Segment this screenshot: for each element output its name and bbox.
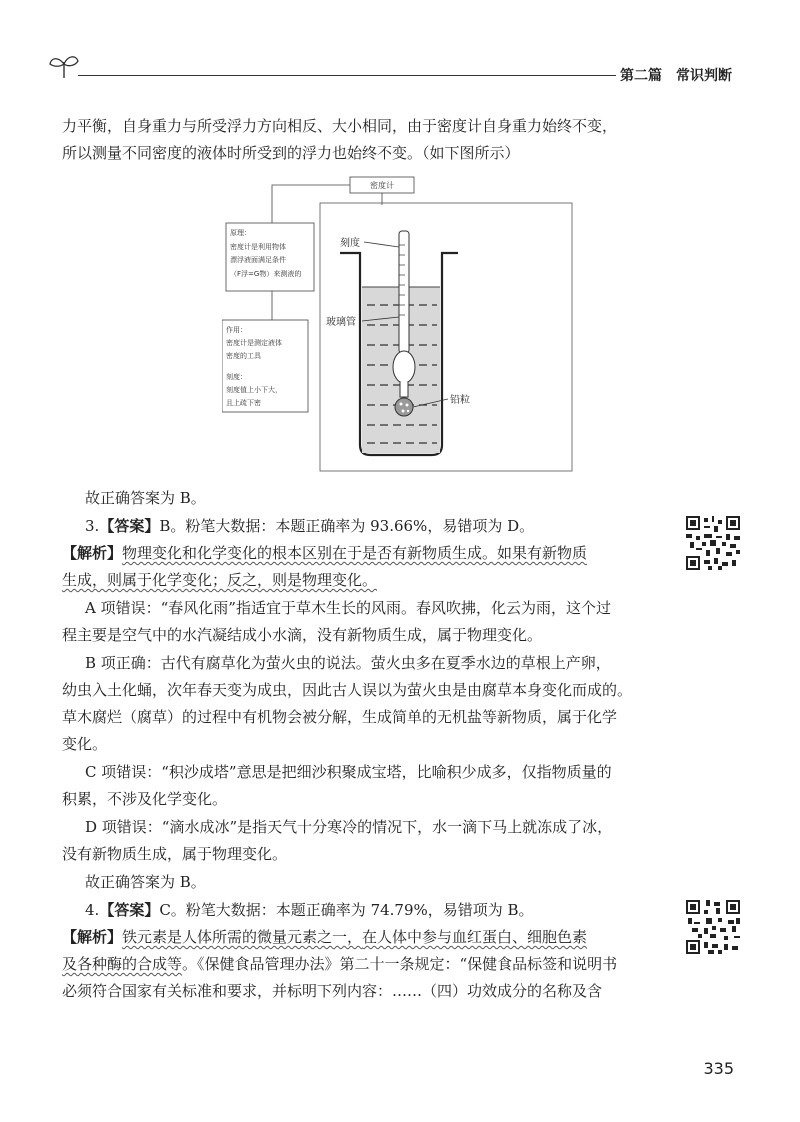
header-rule bbox=[78, 75, 616, 76]
diagram-title: 密度计 bbox=[370, 181, 394, 190]
q4-analysis-line: 必须符合国家有关标准和要求，并标明下列内容：……（四）功效成分的名称及含 bbox=[62, 982, 603, 1000]
q4-analysis-text: 铁元素是人体所需的微量元素之一， bbox=[122, 928, 363, 946]
q3-option-line: 积累，不涉及化学变化。 bbox=[62, 790, 228, 808]
q3-analysis-line: 生成，则属于化学变化；反之，则是物理变化。 bbox=[62, 571, 378, 589]
q3-option-line: 幼虫入土化蛹，次年春天变为成虫，因此古人误以为萤火虫是由腐草本身变化而成的。 bbox=[62, 681, 633, 699]
page-number: 335 bbox=[703, 1059, 734, 1078]
q3-option-line: 变化。 bbox=[62, 735, 108, 753]
q4-analysis-line bbox=[62, 927, 587, 947]
label-scale: 刻度 bbox=[340, 238, 360, 249]
q3-answer-text: B。粉笔大数据：本题正确率为 93.66%，易错项为 D。 bbox=[159, 517, 535, 535]
q4-analysis-text: 及各种酶的合成等 bbox=[62, 955, 183, 973]
q3-analysis-text: 物理变化和化学变化的根本区别在于是否有新物质生成。如果有新物质 bbox=[122, 544, 588, 562]
body-line: 力平衡，自身重力与所受浮力方向相反、大小相同，由于密度计自身重力始终不变， bbox=[62, 117, 618, 135]
q3-answer-line bbox=[85, 516, 534, 536]
qr-code-icon[interactable] bbox=[686, 516, 740, 570]
sprout-icon bbox=[48, 52, 80, 80]
body-line: 所以测量不同密度的液体时所受到的浮力也始终不变。（如下图所示） bbox=[62, 144, 520, 162]
q3-analysis-tag: 【解析】 bbox=[62, 544, 123, 562]
lead-shot-bulb bbox=[395, 398, 413, 416]
section-title: 第二篇 常识判断 bbox=[620, 68, 732, 84]
q4-analysis-text: 。《保健食品管理办法》第二十一条规定：“保健食品标签和说明书 bbox=[182, 955, 618, 973]
principle-line: 漂浮液面满足条件 bbox=[230, 256, 286, 264]
q3-option-line: B 项正确：古代有腐草化为萤火虫的说法。萤火虫多在夏季水边的草根上产卵， bbox=[85, 654, 611, 672]
principle-line: （F浮=G物）来测液的 bbox=[230, 270, 302, 278]
usage-line: 作用： bbox=[226, 326, 247, 334]
q3-option-line: C 项错误：“积沙成塔”意思是把细沙积聚成宝塔，比喻积少成多，仅指物质量的 bbox=[85, 763, 612, 781]
hydrometer-tube bbox=[399, 231, 409, 353]
usage-line: 刻度： bbox=[226, 373, 247, 381]
principle-line: 原理： bbox=[230, 229, 251, 237]
usage-line: 且上疏下密 bbox=[226, 399, 261, 407]
q3-answer-tag: 【答案】 bbox=[99, 517, 160, 535]
conclusion-line: 故正确答案为 B。 bbox=[85, 489, 206, 507]
q4-answer-tag: 【答案】 bbox=[99, 901, 160, 919]
q3-option-line: 没有新物质生成，属于物理变化。 bbox=[62, 845, 288, 863]
usage-line: 密度的工具 bbox=[226, 352, 261, 360]
q4-answer-line bbox=[85, 900, 534, 920]
q3-option-line: 草木腐烂（腐草）的过程中有机物会被分解，生成简单的无机盐等新物质，属于化学 bbox=[62, 708, 618, 726]
q3-option-line: D 项错误：“滴水成冰”是指天气十分寒冷的情况下，水一滴下马上就冻成了冰， bbox=[85, 818, 613, 836]
usage-line: 密度计是测定液体 bbox=[226, 339, 282, 347]
hydrometer-bulb bbox=[393, 351, 415, 383]
q3-number: 3. bbox=[85, 517, 100, 535]
q3-analysis-line bbox=[62, 543, 587, 563]
q3-option-line: 程主要是空气中的水汽凝结成小水滴，没有新物质生成，属于物理变化。 bbox=[62, 626, 543, 644]
conclusion-line: 故正确答案为 B。 bbox=[85, 873, 206, 891]
q4-answer-text: C。粉笔大数据：本题正确率为 74.79%，易错项为 B。 bbox=[159, 901, 534, 919]
q4-number: 4. bbox=[85, 901, 100, 919]
q3-option-line: A 项错误：“春风化雨”指适宜于草木生长的风雨。春风吹拂，化云为雨，这个过 bbox=[85, 599, 611, 617]
label-tube: 玻璃管 bbox=[326, 317, 356, 328]
hydrometer-diagram bbox=[222, 175, 574, 475]
q4-analysis-line bbox=[62, 954, 617, 974]
label-lead: 铅粒 bbox=[450, 395, 470, 406]
q4-analysis-text: 在人体中参与血红蛋白、细胞色素 bbox=[362, 928, 588, 946]
principle-line: 密度计是利用物体 bbox=[230, 243, 286, 251]
q4-analysis-tag: 【解析】 bbox=[62, 928, 123, 946]
qr-code-icon[interactable] bbox=[686, 900, 740, 954]
usage-line: 刻度值上小下大， bbox=[226, 386, 282, 394]
